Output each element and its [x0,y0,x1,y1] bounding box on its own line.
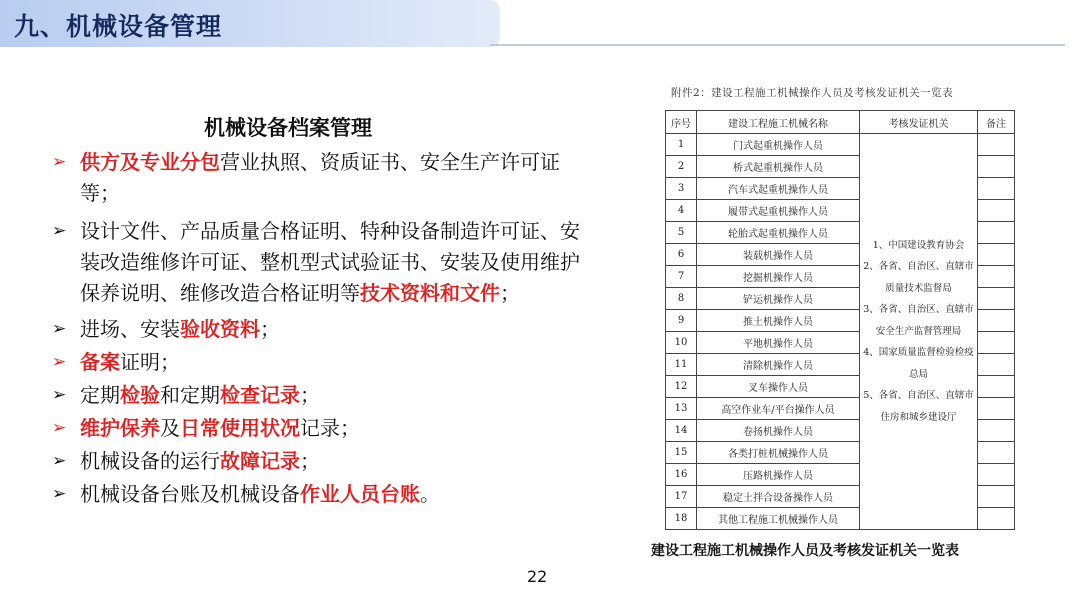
bullet-item [52,347,587,378]
authority-line: 3、各省、自治区、直辖市安全生产监督管理局 [863,304,974,337]
row-number-cell: 14 [666,420,697,442]
highlighted-text: 供方及专业分包 [80,150,220,174]
figure-caption-bottom: 建设工程施工机械操作人员及考核发证机关一览表 [651,543,959,559]
header-cell: 建设工程施工机械名称 [697,111,860,134]
row-number-cell: 15 [666,442,697,464]
machine-name-cell: 叉车操作人员 [697,376,860,398]
section-title: 机械设备档案管理 [204,116,372,140]
row-number-cell: 9 [666,310,697,332]
note-cell [978,200,1015,222]
note-cell [978,508,1015,530]
bullet-text: ； [300,383,320,407]
bullet-text: 证明； [120,350,180,374]
row-number-cell: 13 [666,398,697,420]
header-cell: 序号 [666,111,697,134]
note-cell [978,222,1015,244]
machine-name-cell: 轮胎式起重机操作人员 [697,222,860,244]
bullet-text: 定期 [80,383,120,407]
note-cell [978,376,1015,398]
machine-name-cell: 桥式起重机操作人员 [697,156,860,178]
page-title: 九、机械设备管理 [14,12,223,41]
machine-name-cell: 各类打桩机械操作人员 [697,442,860,464]
row-number-cell: 7 [666,266,697,288]
authority-line: 4、国家质量监督检验检疫总局 [863,347,974,380]
note-cell [978,354,1015,376]
bullet-text: 机械设备的运行 [80,449,220,473]
bullet-text: 营业执照、资质证书、安全生产许可证等； [80,150,560,205]
bullet-item [52,446,587,477]
row-number-cell: 6 [666,244,697,266]
note-cell [978,332,1015,354]
highlighted-text: 技术资料和文件 [360,281,500,305]
arrow-bullet-icon: ➢ [52,484,67,504]
arrow-bullet-icon: ➢ [52,352,67,372]
arrow-bullet-icon: ➢ [52,385,67,405]
bullet-item [52,147,587,209]
note-cell [978,464,1015,486]
machine-name-cell: 高空作业车/平台操作人员 [697,398,860,420]
row-number-cell: 12 [666,376,697,398]
note-cell [978,266,1015,288]
header-divider [490,44,1065,46]
bullet-text: 设计文件、产品质量合格证明、特种设备制造许可证、安装改造维修许可证、整机型式试验证书、安装及使用维护保养说明、维修改造合格证明等 [80,219,580,305]
note-cell [978,486,1015,508]
note-cell [978,178,1015,200]
highlighted-text: 检查记录 [220,383,300,407]
bullet-list [52,147,587,510]
page-number: 22 [527,567,548,586]
row-number-cell: 16 [666,464,697,486]
arrow-bullet-icon: ➢ [52,221,67,241]
arrow-bullet-icon: ➢ [52,319,67,339]
highlighted-text: 检验 [120,383,160,407]
row-number-cell: 2 [666,156,697,178]
highlighted-text: 验收资料 [180,317,260,341]
highlighted-text: 日常使用状况 [180,416,300,440]
authority-line: 1、中国建设教育协会 [872,239,965,251]
machine-name-cell: 挖掘机操作人员 [697,266,860,288]
bullet-text: 及 [160,416,180,440]
figure-caption-top: 附件2：建设工程施工机械操作人员及考核发证机关一览表 [671,87,954,99]
row-number-cell: 17 [666,486,697,508]
row-number-cell: 10 [666,332,697,354]
authority-cell [860,134,978,530]
row-number-cell: 11 [666,354,697,376]
bullet-text: 进场、安装 [80,317,180,341]
bullet-text: ； [260,317,280,341]
bullet-text: ； [500,281,520,305]
row-number-cell: 8 [666,288,697,310]
machine-name-cell: 装载机操作人员 [697,244,860,266]
table-header-row [666,111,1015,134]
header-cell: 考核发证机关 [860,111,978,134]
bullet-item [52,216,587,309]
authority-line: 5、各省、自治区、直辖市住房和城乡建设厅 [863,390,974,423]
highlighted-text: 维护保养 [80,416,160,440]
bullet-text: 记录； [300,416,360,440]
note-cell [978,442,1015,464]
note-cell [978,134,1015,156]
bullet-text: 和定期 [160,383,220,407]
bullet-text: ； [300,449,320,473]
note-cell [978,310,1015,332]
machine-name-cell: 压路机操作人员 [697,464,860,486]
row-number-cell: 18 [666,508,697,530]
header-cell: 备注 [978,111,1015,134]
note-cell [978,288,1015,310]
arrow-bullet-icon: ➢ [52,451,67,471]
table-row [666,134,1015,156]
row-number-cell: 4 [666,200,697,222]
machine-name-cell: 卷扬机操作人员 [697,420,860,442]
machine-name-cell: 清除机操作人员 [697,354,860,376]
row-number-cell: 1 [666,134,697,156]
machine-name-cell: 其他工程施工机械操作人员 [697,508,860,530]
bullet-item [52,413,587,444]
header-banner [0,0,500,47]
bullet-item [52,380,587,411]
note-cell [978,420,1015,442]
machine-name-cell: 平地机操作人员 [697,332,860,354]
note-cell [978,398,1015,420]
bullet-text: 。 [420,482,440,506]
note-cell [978,244,1015,266]
highlighted-text: 故障记录 [220,449,300,473]
machine-name-cell: 铲运机操作人员 [697,288,860,310]
bullet-text: 机械设备台账及机械设备 [80,482,300,506]
machine-name-cell: 履带式起重机操作人员 [697,200,860,222]
bullet-item [52,314,587,345]
row-number-cell: 3 [666,178,697,200]
certification-table [665,110,1015,530]
note-cell [978,156,1015,178]
machine-name-cell: 汽车式起重机操作人员 [697,178,860,200]
machine-name-cell: 稳定土拌合设备操作人员 [697,486,860,508]
authority-line: 2、各省、自治区、直辖市质量技术监督局 [863,261,974,294]
arrow-bullet-icon: ➢ [52,418,67,438]
row-number-cell: 5 [666,222,697,244]
highlighted-text: 备案 [80,350,120,374]
highlighted-text: 作业人员台账 [300,482,420,506]
machine-name-cell: 门式起重机操作人员 [697,134,860,156]
bullet-item [52,479,587,510]
arrow-bullet-icon: ➢ [52,152,67,172]
machine-name-cell: 推土机操作人员 [697,310,860,332]
